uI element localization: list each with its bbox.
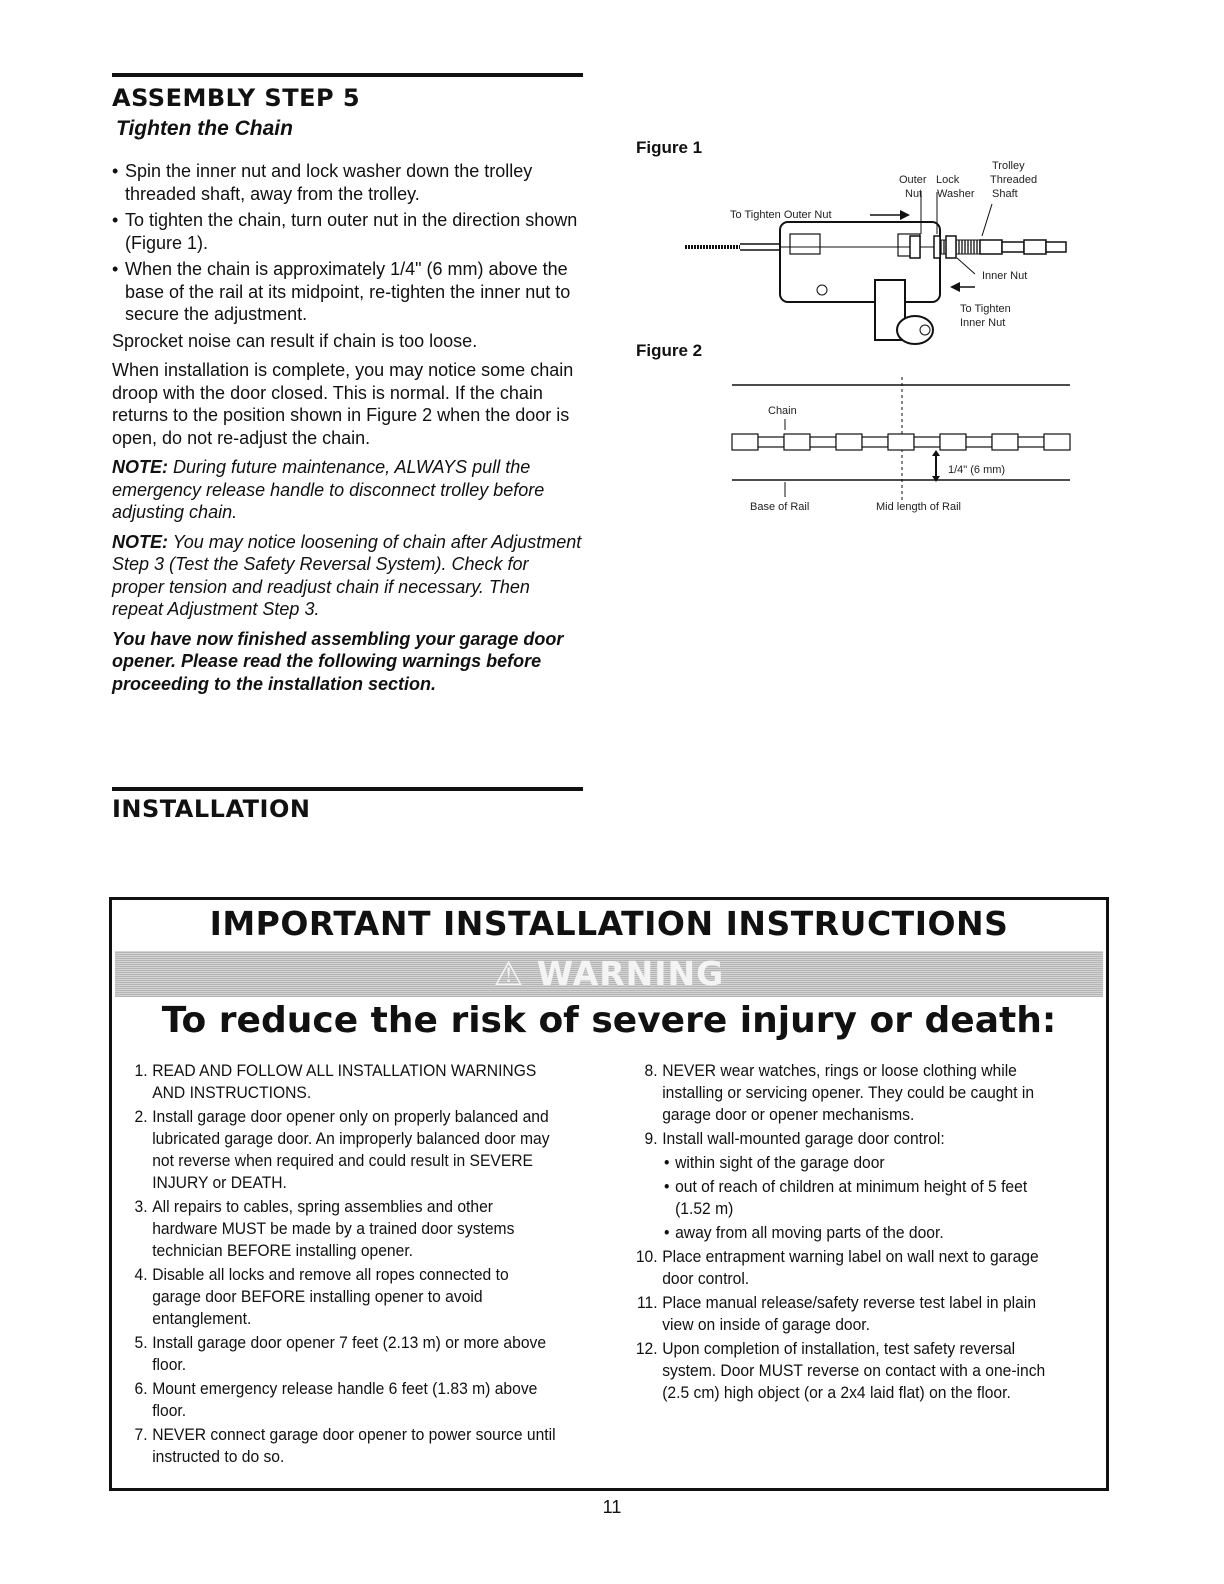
chain-link: [810, 437, 836, 447]
chain: [980, 240, 1066, 254]
item-number: 8.: [644, 1061, 658, 1080]
warning-banner: [115, 951, 1103, 997]
note-label: NOTE:: [112, 531, 168, 552]
instruction-item: [630, 1128, 1067, 1244]
item-text: Mount emergency release handle 6 feet (1.83 m) above floor.: [152, 1379, 538, 1420]
figure-2-label: Figure 2: [636, 341, 703, 360]
box-title: IMPORTANT INSTALLATION INSTRUCTIONS: [209, 904, 1009, 943]
chain-links: [732, 434, 1070, 450]
chain-link: [836, 434, 862, 450]
sub-item: • away from all moving parts of the door.: [662, 1222, 1067, 1244]
item-text: Install garage door opener 7 feet (2.13 m) or more above floor.: [152, 1333, 547, 1374]
lock-label: Lock: [936, 174, 960, 186]
instruction-item: [630, 1060, 1067, 1126]
figure-1-label: Figure 1: [636, 138, 703, 157]
item-number: 4.: [134, 1265, 148, 1284]
inner-nut: [946, 236, 956, 258]
note-text: You may notice loosening of chain after Adjustment Step 3 (Test the Safety Reversal System). Check for proper tension and readjust chain if necessary. Then repeat Adjustment Step 3.: [112, 531, 582, 619]
maintenance-note: [112, 456, 582, 524]
step-bullet: • Spin the inner nut and lock washer down the trolley threaded shaft, away from the trolley.: [112, 160, 582, 205]
item-number: 9.: [644, 1129, 658, 1148]
chain-droop-text: When installation is complete, you may notice some chain droop with the door closed. This is normal. If the chain returns to the position shown in Figure 2 when the door is open, do not re-adjust the chain.: [112, 360, 574, 448]
step-body: [112, 160, 582, 702]
instruction-item: [120, 1060, 557, 1104]
step-bullet: • When the chain is approximately 1/4" (6 mm) above the base of the rail at its midpoint, re-tighten the inner nut to secure the adjustment.: [112, 258, 582, 326]
base-of-rail-label: Base of Rail: [750, 501, 810, 513]
step-subheading: Tighten the Chain: [116, 117, 293, 140]
mid-length-label: Mid length of Rail: [876, 501, 961, 513]
instruction-item: [120, 1378, 557, 1422]
item-text: Install garage door opener only on properly balanced and lubricated garage door. An improperly balanced door may not reverse when required and could result in SEVERE INJURY or DEATH.: [152, 1107, 550, 1192]
important-instructions-box: [109, 897, 1109, 1491]
chain-link: [862, 437, 888, 447]
finished-assembly-text: You have now finished assembling your garage door opener. Please read the following warnings before proceeding to the installation section.: [112, 628, 564, 694]
page-number: 11: [602, 1497, 622, 1517]
chain-link: [732, 434, 758, 450]
item-text: Upon completion of installation, test safety reversal system. Door MUST reverse on contact with a one-inch (2.5 cm) high object (or a 2x4 laid flat) on the floor.: [662, 1339, 1046, 1402]
chain-link: [784, 434, 810, 450]
warning-text: ⚠ WARNING: [493, 954, 725, 993]
to-tighten-outer-label: To Tighten Outer Nut: [730, 209, 832, 221]
installation-heading-rule: [112, 787, 583, 791]
left-instruction-list: [120, 1060, 557, 1470]
chain-link: [758, 437, 784, 447]
step-bullet-list: [112, 160, 582, 326]
instruction-item: [120, 1264, 557, 1330]
item-text: All repairs to cables, spring assemblies and other hardware MUST be made by a trained door systems technician BEFORE installing opener.: [152, 1197, 515, 1260]
item-number: 1.: [134, 1061, 148, 1080]
chain-link: [1018, 437, 1044, 447]
item-text: Disable all locks and remove all ropes connected to garage door BEFORE installing opener to avoid entanglement.: [152, 1265, 509, 1328]
item-number: 5.: [134, 1333, 148, 1352]
step-heading-rule: [112, 73, 583, 77]
right-instruction-list: [630, 1060, 1067, 1406]
note-label: NOTE:: [112, 457, 168, 477]
item-text: NEVER wear watches, rings or loose clothing while installing or servicing opener. They could be caught in garage door or opener mechanisms.: [662, 1061, 1035, 1124]
chain-link: [1044, 434, 1070, 450]
threaded-label: Threaded: [990, 174, 1038, 186]
outer-label: Outer: [899, 174, 927, 186]
washer-label: Washer: [937, 188, 975, 200]
chain-link: [966, 437, 992, 447]
item-number: 7.: [134, 1425, 148, 1444]
shaft-label: Shaft: [992, 188, 1018, 200]
instruction-item: [120, 1332, 557, 1376]
instruction-item: [630, 1338, 1067, 1404]
chain-link: [888, 434, 914, 450]
outer-nut: [910, 236, 920, 258]
step-heading: ASSEMBLY STEP 5: [112, 84, 361, 112]
item-number: 3.: [134, 1197, 148, 1216]
note-text: During future maintenance, ALWAYS pull the emergency release handle to disconnect trolley before adjusting chain.: [112, 457, 545, 522]
item-number: 6.: [134, 1379, 148, 1398]
sprocket-noise-text: Sprocket noise can result if chain is too loose.: [112, 330, 478, 351]
item-number: 10.: [635, 1247, 658, 1266]
inner-nut-label: Inner Nut: [982, 270, 1028, 282]
item-text: Install wall-mounted garage door control:: [662, 1129, 945, 1148]
installation-heading: INSTALLATION: [112, 795, 311, 823]
instruction-item: [630, 1292, 1067, 1336]
chain-link: [992, 434, 1018, 450]
control-placement-list: [662, 1152, 1067, 1244]
sub-item: • within sight of the garage door: [662, 1152, 1067, 1174]
nut-label: Nut: [905, 188, 923, 200]
to-tighten-label: To Tighten: [960, 303, 1011, 315]
step-bullet: • To tighten the chain, turn outer nut in the direction shown (Figure 1).: [112, 209, 582, 254]
measure-label: 1/4" (6 mm): [948, 464, 1006, 476]
sub-item: • out of reach of children at minimum height of 5 feet (1.52 m): [662, 1176, 1067, 1220]
item-number: 11.: [637, 1293, 658, 1312]
item-text: Place manual release/safety reverse test label in plain view on inside of garage door.: [662, 1293, 1037, 1334]
adjustment-note: [112, 531, 582, 621]
item-number: 12.: [635, 1339, 658, 1358]
danger-headline: To reduce the risk of severe injury or death:: [161, 1000, 1057, 1041]
instruction-item: [120, 1424, 557, 1468]
instruction-item: [120, 1106, 557, 1194]
item-text: Place entrapment warning label on wall next to garage door control.: [662, 1247, 1039, 1288]
chain-label: Chain: [768, 405, 797, 417]
item-number: 2.: [134, 1107, 148, 1126]
figure-2-chain-diagram: [720, 372, 1080, 522]
chain-link: [940, 434, 966, 450]
trolley-label: Trolley: [992, 160, 1025, 172]
item-text: READ AND FOLLOW ALL INSTALLATION WARNINGS AND INSTRUCTIONS.: [152, 1061, 537, 1102]
chain-link: [914, 437, 940, 447]
inner-nut-label-2: Inner Nut: [960, 317, 1006, 329]
lock-washer: [934, 236, 940, 258]
figure-1-trolley-diagram: [670, 152, 1070, 352]
instruction-item: [630, 1246, 1067, 1290]
instruction-item: [120, 1196, 557, 1262]
item-text: NEVER connect garage door opener to power source until instructed to do so.: [152, 1425, 556, 1466]
